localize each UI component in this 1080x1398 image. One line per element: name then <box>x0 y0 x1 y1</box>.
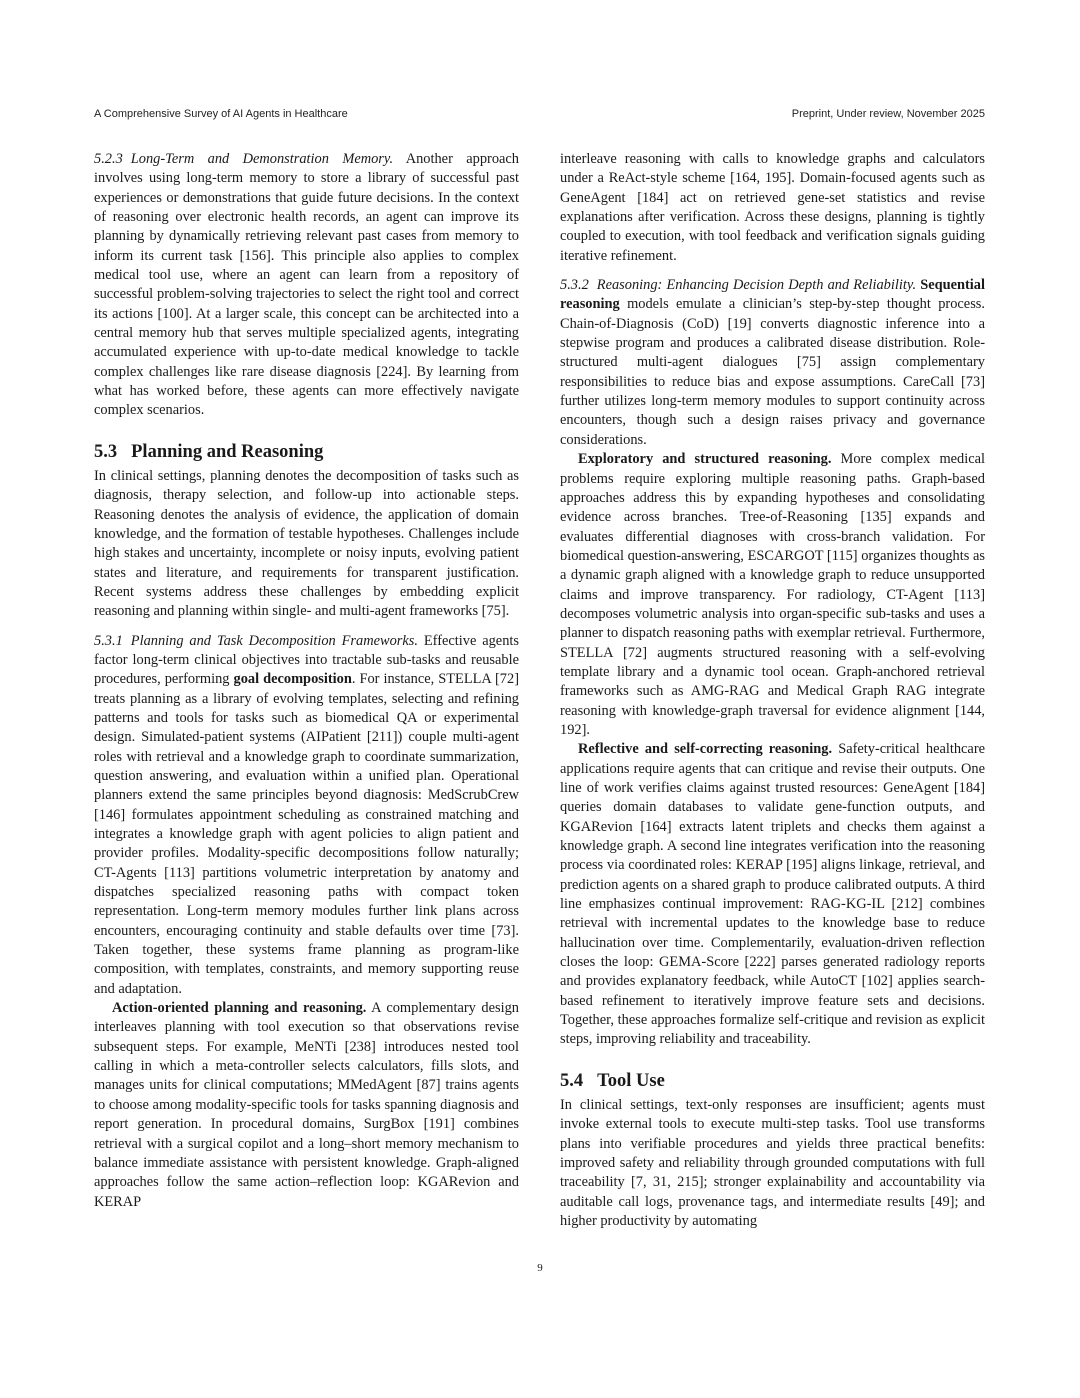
paragraph-continued: interleave reasoning with calls to knowledge graphs and calculators under a ReAct-style scheme [164, 195]. Domain-focused agents such as GeneAgent [184] act on retrieved gene-set statistics and revise explanations after verification. Across these designs, planning is tightly coupled to execution, with tool feedback and verification signals guiding iterative refinement. <box>560 151 985 264</box>
section-title: Tool Use <box>597 1070 665 1091</box>
paragraph-reflective <box>560 740 985 1050</box>
emphasis-text: Sequential reasoning <box>560 277 985 313</box>
page-number: 9 <box>537 1262 543 1274</box>
run-in-heading: Exploratory and structured reasoning. <box>578 451 832 468</box>
left-column <box>94 150 519 1212</box>
section-heading-5-4 <box>560 1069 985 1093</box>
run-in-heading: Action-oriented planning and reasoning. <box>112 1000 367 1017</box>
section-title: Planning and Reasoning <box>131 441 324 462</box>
paragraph-text: A complementary design interleaves planning with tool execution so that observations revise subsequent steps. For example, MeNTi [238] introduces nested tool calling in which a meta-controller selects calculators, fills slots, and manages units for clinical computations; MMedAgent [87] trains agents to choose among modality-specific tools for tasks spanning diagnosis and report generation. In procedural domains, SurgBox [191] combines retrieval with a surgical copilot and a long–short memory mechanism to balance immediate assistance with persistent knowledge. Graph-aligned approaches follow the same action–reflection loop: KGARevion and KERAP <box>94 1000 519 1210</box>
paragraph-exploratory <box>560 450 985 740</box>
subsection-title: Long-Term and Demonstration Memory. <box>130 151 394 167</box>
section-number: 5.3 <box>94 441 118 462</box>
emphasis-text: goal decomposition <box>233 671 352 688</box>
subsection-5-3-2 <box>560 276 985 450</box>
paragraph-text: Another approach involves using long-term memory to store a library of successful past experiences or demonstrations that guide future decisions. In the context of reasoning over electronic health records, an agent can improve its planning by dynamically retrieving relevant past cases from memory to inform its current task [156]. This principle also applies to complex medical tool use, where an agent can learn from a repository of successful problem-solving trajectories to select the right tool and correct its actions [100]. At a larger scale, this concept can be architected into a central memory hub that serves multiple specialized agents, integrating accumulated experience with up-to-date medical knowledge to tackle complex challenges like rare disease diagnosis [224]. By learning from what has worked before, these agents can more effectively navigate complex scenarios. <box>94 151 519 419</box>
paragraph-text: Safety-critical healthcare applications require agents that can critique and revise their outputs. One line of work verifies claims against trusted resources: GeneAgent [184] queries domain databases to validate gene-function outputs, and KGARevion [164] extracts latent triplets and checks them against a knowledge graph. A second line integrates verification into the reasoning process via coordinated roles: KERAP [195] aligns linkage, retrieval, and prediction agents on a shared graph to produce calibrated outputs. A third line emphasizes continual improvement: RAG-KG-IL [212] combines retrieval with incremental updates to the knowledge base to reduce hallucination over time. Complementarily, evaluation-driven reflection closes the loop: GEMA-Score [222] parses generated radiology reports and provides explanatory feedback, while AutoCT [102] applies search-based refinement to iteratively improve feature sets and decisions. Together, these approaches formalize self-critique and revision as explicit steps, improving reliability and traceability. <box>560 741 985 1048</box>
paragraph: In clinical settings, planning denotes the decomposition of tasks such as diagnosis, therapy selection, and follow-up into actionable steps. Reasoning denotes the analysis of evidence, the application of domain knowledge, and the formation of testable hypotheses. Challenges include high stakes and uncertainty, incomplete or noisy inputs, evolving patient states and literature, and requirements for transparent justification. Recent systems address these challenges by embedding explicit reasoning and planning within single- and multi-agent frameworks [75]. <box>94 467 519 620</box>
subsection-5-2-3 <box>94 150 519 421</box>
section-number: 5.4 <box>560 1070 584 1091</box>
subsection-number: 5.3.2 <box>560 277 589 294</box>
subsection-title: Planning and Task Decomposition Frameworks. <box>130 632 418 649</box>
paragraph-text: models emulate a clinician’s step-by-step thought process. Chain-of-Diagnosis (CoD) [19] converts diagnostic inference into a stepwise program and produces a calibrated disease distribution. Role-structured multi-agent dialogues [75] assign complementary responsibilities to reduce bias and expose assumptions. CareCall [73] further utilizes long-term memory modules to support continuity across encounters, though such a design raises privacy and governance considerations. <box>560 296 985 448</box>
running-header-venue: Preprint, Under review, November 2025 <box>791 108 985 120</box>
paragraph-text: More complex medical problems require exploring multiple reasoning paths. Graph-based approaches address this by expanding hypotheses and consolidating evidence across branches. Tree-of-Reasoning [135] expands and evaluates differential diagnoses with cross-branch validation. For biomedical question-answering, ESCARGOT [115] organizes thoughts as a dynamic graph aligned with a knowledge graph to reduce unsupported claims and improve transparency. For radiology, CT-Agent [113] decomposes volumetric analysis into organ-specific sub-tasks and uses a planner to dispatch reasoning paths with exemplar retrieval. Furthermore, STELLA [72] augments structured reasoning with a self-evolving template library and a dynamic tool ocean. Graph-anchored retrieval frameworks such as AMG-RAG and Medical Graph RAG integrate reasoning with knowledge-graph traversal for evidence alignment [144, 192]. <box>560 451 985 738</box>
section-heading-5-3 <box>94 440 519 464</box>
paragraph-text: . For instance, STELLA [72] treats planning as a library of evolving templates, selecting and refining patterns and tools for tasks such as biomedical QA or experimental design. Simulated-patient systems (AIPatient [211]) couple multi-agent roles with retrieval and a knowledge graph to coordinate summarization, question answering, and evaluation within a unified plan. Operational planners extend the same principles beyond diagnosis: MedScrubCrew [146] formulates appointment scheduling as constrained matching and integrates a knowledge graph with agent policies to align patient and provider profiles. Modality-specific decompositions follow naturally; CT-Agents [113] partitions volumetric interpretation by anatomy and dispatches specialized reasoning paths with compact token representation. Long-term memory modules further link plans across encounters, encouraging continuity and stable defaults over time [73]. Taken together, these systems frame planning as program-like composition, with templates, constraints, and memory supporting reuse and adaptation. <box>94 671 519 997</box>
subsection-5-3-1 <box>94 632 519 1000</box>
subsection-number: 5.2.3 <box>94 151 123 167</box>
running-header-title: A Comprehensive Survey of AI Agents in Healthcare <box>94 108 348 120</box>
subsection-title: Reasoning: Enhancing Decision Depth and Reliability. <box>596 277 917 294</box>
run-in-heading: Reflective and self-correcting reasoning. <box>578 741 833 758</box>
right-column <box>560 150 985 1231</box>
subsection-number: 5.3.1 <box>94 632 123 649</box>
paragraph-action-oriented <box>94 999 519 1212</box>
paragraph-text: Effective agents factor long-term clinical objectives into tractable sub-tasks and reusable procedures, performing <box>94 632 519 688</box>
paragraph: In clinical settings, text-only responses are insufficient; agents must invoke external tools to execute multi-step tasks. Tool use transforms plans into verifiable procedures and yields three practical benefits: improved safety and reliability through grounded computations with full traceability [7, 31, 215]; stronger explainability and accountability via auditable call logs, provenance tags, and intermediate results [49]; and higher productivity by automating <box>560 1096 985 1229</box>
